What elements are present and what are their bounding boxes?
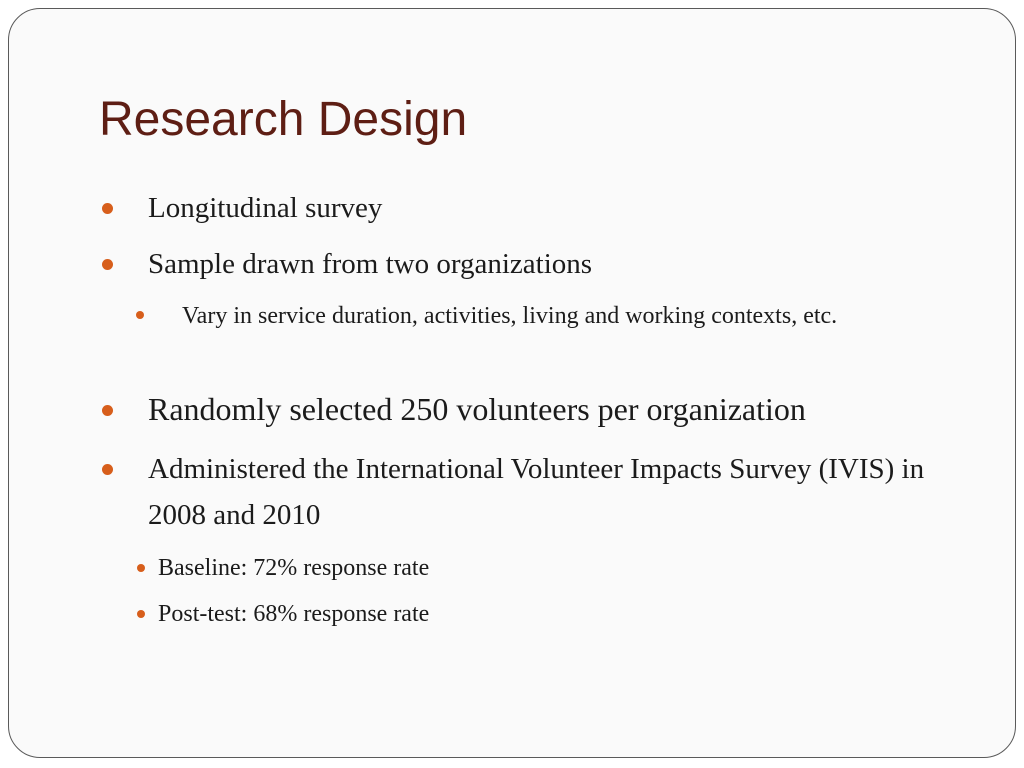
bullet-dot-icon — [102, 259, 113, 270]
sub-bullet-item — [182, 295, 882, 337]
bullet-text: Sample drawn from two organizations — [148, 248, 593, 280]
slide-title: Research Design — [99, 93, 468, 146]
bullet-dot-icon — [102, 464, 113, 475]
bullet-text: Longitudinal survey — [148, 192, 383, 224]
bullet-list — [9, 9, 1015, 757]
bullet-text: Randomly selected 250 volunteers per organization — [148, 391, 806, 427]
bullet-item — [148, 241, 948, 287]
bullet-item — [148, 386, 968, 432]
sub-bullet-item — [158, 544, 858, 592]
slide — [8, 8, 1016, 758]
bullet-dot-icon — [102, 203, 113, 214]
sub-bullet-item — [158, 590, 858, 638]
bullet-text: Baseline: 72% response rate — [158, 555, 430, 581]
bullet-text: Post-test: 68% response rate — [158, 601, 430, 627]
bullet-dot-icon — [136, 311, 144, 319]
bullet-dot-icon — [137, 610, 145, 618]
bullet-dot-icon — [137, 564, 145, 572]
bullet-text: Vary in service duration, activities, living and working contexts, etc. — [182, 303, 838, 329]
bullet-item — [148, 185, 948, 231]
bullet-text: Administered the International Volunteer Impacts Survey (IVIS) in 2008 and 2010 — [148, 453, 925, 531]
bullet-item — [148, 446, 948, 538]
bullet-dot-icon — [102, 405, 113, 416]
